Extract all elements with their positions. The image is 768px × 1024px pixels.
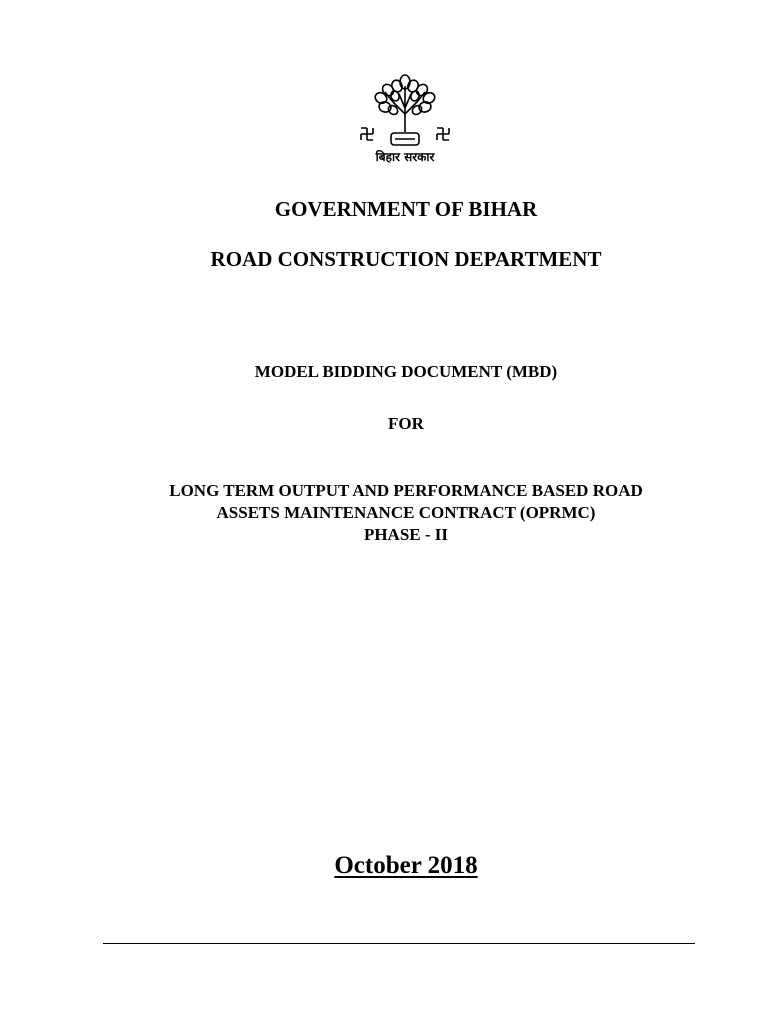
document-type: MODEL BIDDING DOCUMENT (MBD) — [254, 362, 558, 381]
bodhi-tree-emblem-icon — [355, 72, 455, 152]
subject-line-1: LONG TERM OUTPUT AND PERFORMANCE BASED ROAD — [169, 481, 643, 500]
document-phase: PHASE - II — [363, 525, 449, 544]
footer-divider — [103, 943, 695, 944]
bihar-emblem — [355, 72, 455, 168]
document-date: October 2018 — [334, 852, 478, 879]
government-title: GOVERNMENT OF BIHAR — [274, 197, 538, 221]
emblem-caption: बिहार सरकार — [375, 150, 435, 164]
department-title: ROAD CONSTRUCTION DEPARTMENT — [210, 247, 602, 271]
subject-line-2: ASSETS MAINTENANCE CONTRACT (OPRMC) — [216, 503, 596, 522]
document-for: FOR — [388, 414, 424, 433]
